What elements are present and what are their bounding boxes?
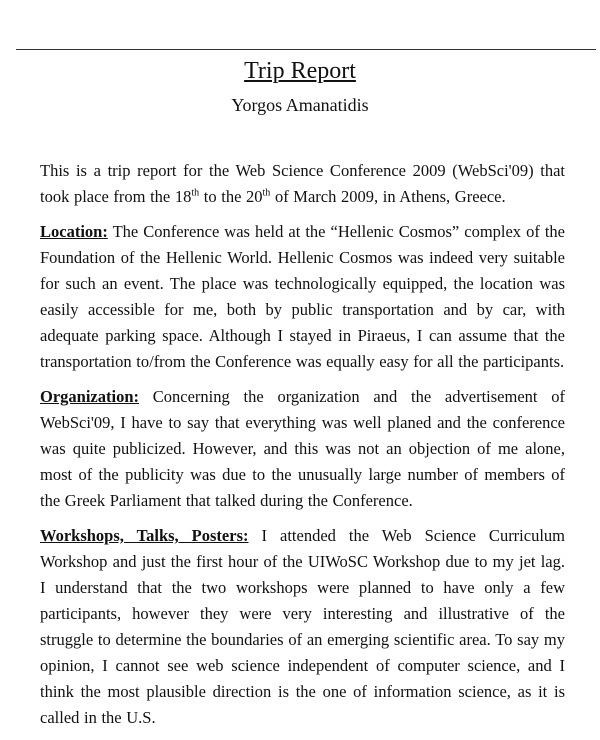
top-rule bbox=[16, 49, 596, 50]
workshops-text: I attended the Web Science Curriculum Workshop and just the first hour of the UIWoSC Workshop due to my jet lag. I understand that the two workshops were planned to have only a few participants, however they were very interesting and illustrative of the struggle to determine the boundaries of an emerging scientific area. To say my opinion, I cannot see web science independent of computer science, and I think the most plausible direction is the one of information science, as it is called in the U.S. bbox=[40, 526, 566, 727]
organization-text: Concerning the organization and the advertisement of WebSci'09, I have to say that everything was well planed and the conference was quite publicized. However, and this was not an objection of me alone, most of the publicity was due to the unusually large number of members of the Greek Parliament that talked during the Conference. bbox=[40, 387, 565, 510]
location-text: The Conference was held at the “Hellenic Cosmos” complex of the Foundation of the Hellenic World. Hellenic Cosmos was indeed very suitable for such an event. The place was technologically equipped, the location was easily accessible for me, both by public transportation and by car, with adequate parking space. Although I stayed in Piraeus, I can assume that the transportation to/from the Conference was equally easy for all the participants. bbox=[40, 222, 565, 371]
report-body bbox=[40, 158, 565, 740]
intro-text: This is a trip report for the Web Science Conference 2009 (WebSci'09) that took place from the 18 bbox=[40, 161, 565, 206]
intro-text: of March 2009, in Athens, Greece. bbox=[270, 187, 506, 206]
location-label: Location: bbox=[40, 222, 108, 241]
intro-text: to the 20 bbox=[199, 187, 263, 206]
report-title: Trip Report bbox=[244, 58, 356, 84]
location-paragraph bbox=[40, 219, 565, 375]
workshops-paragraph bbox=[40, 523, 565, 731]
ordinal-suffix: th bbox=[191, 187, 200, 199]
intro-paragraph bbox=[40, 158, 565, 210]
author-name: Yorgos Amanatidis bbox=[231, 95, 369, 115]
organization-label: Organization: bbox=[40, 387, 139, 406]
organization-paragraph bbox=[40, 384, 565, 514]
workshops-label: Workshops, Talks, Posters: bbox=[40, 526, 249, 545]
ordinal-suffix: th bbox=[262, 187, 271, 199]
